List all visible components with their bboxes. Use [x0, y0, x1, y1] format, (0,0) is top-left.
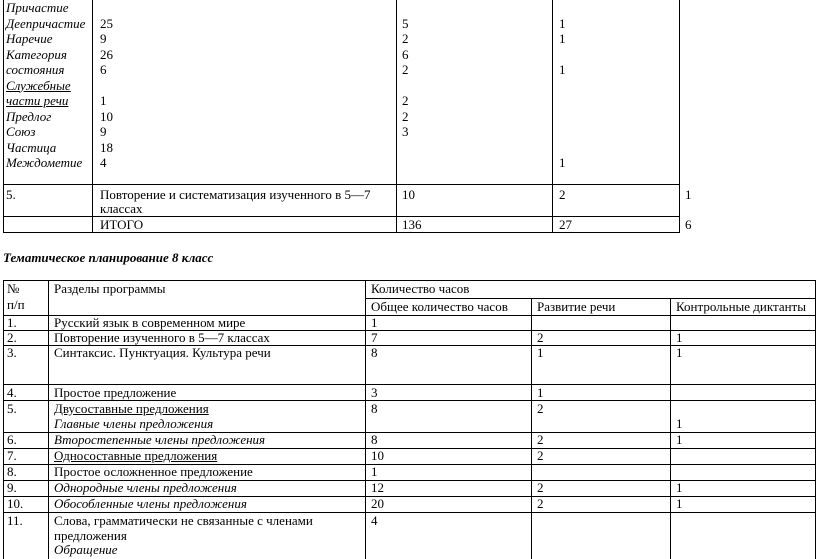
speech-cell: 6 — [402, 46, 409, 62]
row-num: 8. — [7, 464, 17, 479]
hours-cell: 1 — [100, 93, 107, 108]
row-speech: 2 — [537, 330, 544, 345]
part-participle: Причастие — [6, 0, 69, 15]
row-speech: 1 — [537, 345, 544, 360]
row-num: 7. — [7, 448, 17, 463]
hours-cell — [100, 0, 113, 16]
speech-cell: 2 — [402, 93, 409, 108]
row-title: Второстепенные члены предложения — [54, 432, 266, 447]
tests-cell: 1 — [559, 62, 566, 77]
hours-cell: 26 — [100, 46, 113, 62]
row-title: Простое предложение — [54, 385, 177, 400]
row-hours: 12 — [371, 480, 384, 495]
part-preposition: Предлог — [6, 108, 52, 124]
speech-cell: 3 — [402, 124, 409, 139]
row-hours: 1 — [371, 464, 378, 479]
tests-cell — [559, 47, 566, 63]
row-title: Русский язык в современном мире — [54, 315, 246, 330]
speech-cell — [402, 0, 409, 16]
speech-cell — [402, 155, 409, 171]
hours-cell: 18 — [100, 139, 113, 155]
row5-speech: 2 — [559, 187, 566, 202]
hours-cell: 4 — [100, 155, 107, 170]
hours-column — [100, 0, 113, 171]
hours-cell: 6 — [100, 62, 107, 77]
row-speech: 2 — [537, 432, 544, 447]
row-speech: 1 — [537, 385, 544, 400]
row-hours: 8 — [371, 401, 378, 416]
tests-cell — [559, 93, 566, 109]
part-function-words-2: части речи — [6, 93, 69, 108]
part-conjunction: Союз — [6, 124, 36, 139]
row5-num: 5. — [6, 187, 16, 202]
part-gerund: Деепричастие — [6, 15, 86, 31]
row-hours: 8 — [371, 345, 378, 360]
row-title: Простое осложненное предложение — [54, 464, 253, 479]
row-hours: 4 — [371, 513, 378, 528]
speech-cell: 2 — [402, 108, 409, 124]
speech-cell — [402, 140, 409, 156]
parts-of-speech-list — [6, 0, 85, 171]
row-num: 2. — [7, 330, 17, 345]
row-tests: 1 — [676, 330, 683, 345]
row-hours: 1 — [371, 315, 378, 330]
hours-cell: 9 — [100, 31, 107, 46]
speech-column — [402, 0, 409, 171]
tests-cell — [559, 78, 566, 94]
tests-cell: 1 — [559, 15, 566, 31]
row-tests: 1 — [676, 345, 683, 360]
row-num: 5. — [7, 401, 17, 416]
hours-cell: 10 — [100, 108, 113, 124]
speech-cell — [402, 78, 409, 94]
hours-cell: 9 — [100, 124, 107, 139]
row-num: 6. — [7, 432, 17, 447]
row-title-line2: предложения — [54, 528, 127, 543]
tests-cell — [559, 0, 566, 16]
tests-cell — [559, 124, 566, 140]
row-title: Двусоставные предложения — [54, 401, 209, 416]
row-num: 4. — [7, 385, 17, 400]
hours-cell: 25 — [100, 15, 113, 31]
header-num-symbol: № — [7, 281, 20, 296]
row-title: Слова, грамматически не связанные с членами — [54, 513, 313, 528]
section-heading: Тематическое планирование 8 класс — [3, 250, 214, 265]
row-num: 1. — [7, 315, 17, 330]
header-hours-group: Количество часов — [371, 281, 470, 296]
part-state: состояния — [6, 62, 65, 77]
row-tests: 1 — [676, 496, 683, 511]
row-speech: 2 — [537, 448, 544, 463]
row5-title-line2: классах — [100, 201, 143, 216]
row-hours: 20 — [371, 496, 384, 511]
tests-cell: 1 — [559, 31, 566, 46]
row5-tests: 1 — [685, 187, 692, 202]
row-speech: 2 — [537, 496, 544, 511]
row-hours: 3 — [371, 385, 378, 400]
part-category: Категория — [6, 46, 67, 62]
part-interjection: Междометие — [6, 155, 83, 170]
row-speech: 2 — [537, 480, 544, 495]
row-title: Однородные члены предложения — [54, 480, 237, 495]
speech-cell: 2 — [402, 31, 409, 46]
row-hours: 10 — [371, 448, 384, 463]
row-subtitle: Обращение — [54, 542, 118, 557]
header-tests: Контрольные диктанты — [676, 299, 806, 314]
total-label: ИТОГО — [100, 217, 144, 232]
header-total-hours: Общее количество часов — [371, 299, 508, 314]
part-function-words-1: Служебные — [6, 77, 71, 93]
row5-title-line1: Повторение и систематизация изученного в 5—7 — [100, 187, 371, 202]
total-tests: 6 — [685, 217, 692, 232]
row-title: Повторение изученного в 5—7 классах — [54, 330, 270, 345]
total-hours: 136 — [402, 217, 422, 232]
header-num-label: п/п — [7, 297, 25, 312]
row-num: 3. — [7, 345, 17, 360]
row-num: 10. — [7, 496, 24, 511]
tests-column — [559, 0, 566, 171]
row-title: Синтаксис. Пунктуация. Культура речи — [54, 345, 271, 360]
tests-cell — [559, 109, 566, 125]
row5-hours: 10 — [402, 187, 415, 202]
row-subtitle: Главные члены предложения — [54, 416, 214, 431]
speech-cell: 2 — [402, 62, 409, 77]
row-tests: 1 — [676, 480, 683, 495]
row-tests: 1 — [676, 416, 683, 431]
row-hours: 7 — [371, 330, 378, 345]
part-adverb: Наречие — [6, 31, 53, 46]
header-sections: Разделы программы — [54, 281, 166, 296]
row-tests: 1 — [676, 432, 683, 447]
speech-cell: 5 — [402, 15, 409, 31]
tests-cell — [559, 140, 566, 156]
hours-cell — [100, 78, 113, 94]
row-speech: 2 — [537, 401, 544, 416]
header-speech: Развитие речи — [537, 299, 616, 314]
row-num: 9. — [7, 480, 17, 495]
row-hours: 8 — [371, 432, 378, 447]
total-speech: 27 — [559, 217, 572, 232]
row-title: Односоставные предложения — [54, 448, 218, 463]
row-title: Обособленные члены предложения — [54, 496, 247, 511]
tests-cell: 1 — [559, 155, 566, 170]
row-num: 11. — [7, 513, 23, 528]
part-particle: Частица — [6, 139, 57, 155]
